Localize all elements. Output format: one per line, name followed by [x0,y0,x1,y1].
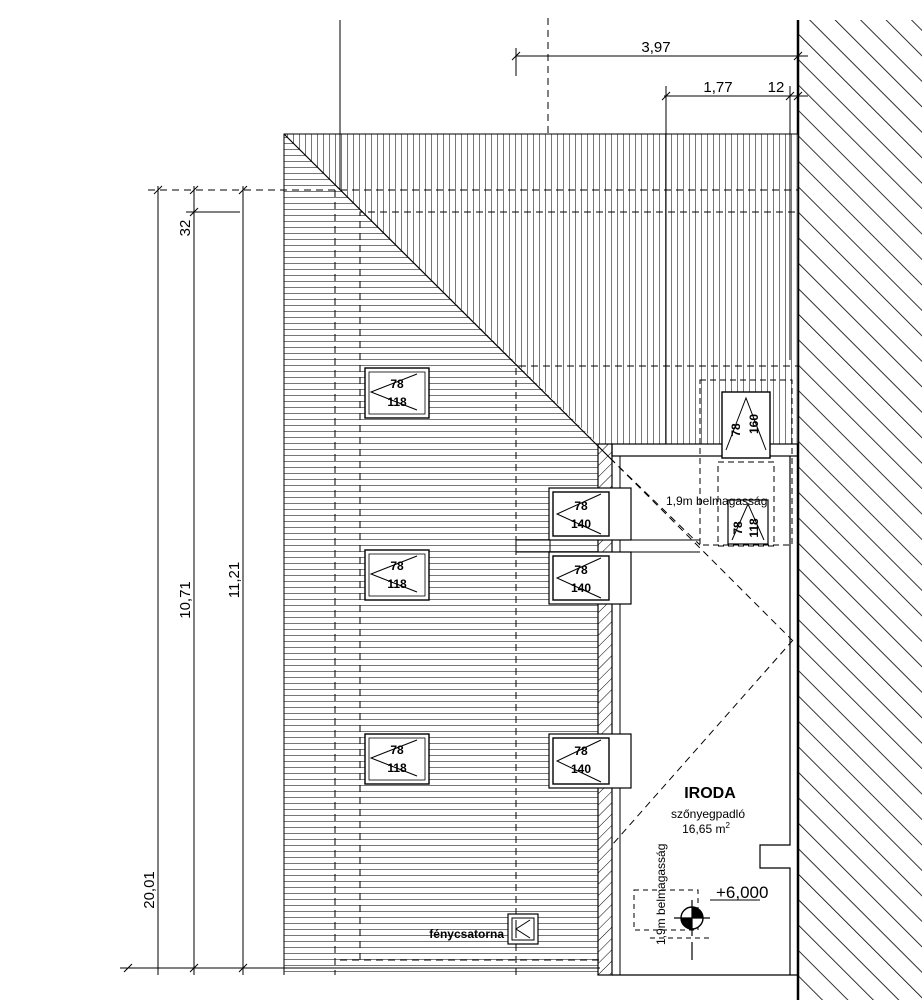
dim-left-outer: 20,01 [141,871,158,909]
window-2-width: 78 [390,559,404,573]
window-3-height: 118 [387,761,407,775]
dormer-window-2-width: 78 [731,521,745,535]
dormer-window-1 [722,392,770,458]
window-5-height: 140 [570,581,592,595]
room-area: 16,65 $m^2$ [682,821,730,836]
window-4-height: 140 [570,517,592,531]
dim-top-total: 3,97 [641,39,671,56]
window-2-height: 118 [387,577,407,591]
dormer-window-1-width: 78 [729,423,743,437]
dim-left-small: 32 [177,219,194,237]
light-tube [508,914,538,944]
roof-window-6 [549,734,631,788]
window-6-width: 78 [574,744,588,758]
room-floor: szőnyegpadló [670,807,746,821]
room-name: IRODA [684,785,736,802]
window-4-width: 78 [574,499,588,513]
height-note-side: 1,9m belmagasság [654,843,668,945]
roof-window-2 [365,550,429,600]
window-3-width: 78 [390,743,404,757]
window-5-width: 78 [574,563,588,577]
window-1-height: 118 [387,395,407,409]
dim-left-inner: 11,21 [226,561,243,599]
roof-window-5 [549,552,631,604]
level-label: +6,000 [716,883,769,902]
neighbour-wall-hatch [798,20,922,1000]
window-1-width: 78 [390,377,404,391]
roof-window-3 [365,734,429,784]
dim-left-mid: 10,71 [177,581,194,619]
dim-top-small: 12 [767,79,785,96]
roof-window-1 [365,368,429,418]
dormer-window-2-height: 118 [747,518,761,538]
dormer-window-1-height: 160 [747,413,761,435]
dim-top-inner: 1,77 [703,79,733,96]
window-6-height: 140 [570,762,592,776]
light-tube-label: fénycsatorna [429,927,504,941]
roof-window-4 [549,488,631,540]
height-note-top: 1,9m belmagasság [666,494,768,508]
room-area-sup: 2 [725,821,730,830]
